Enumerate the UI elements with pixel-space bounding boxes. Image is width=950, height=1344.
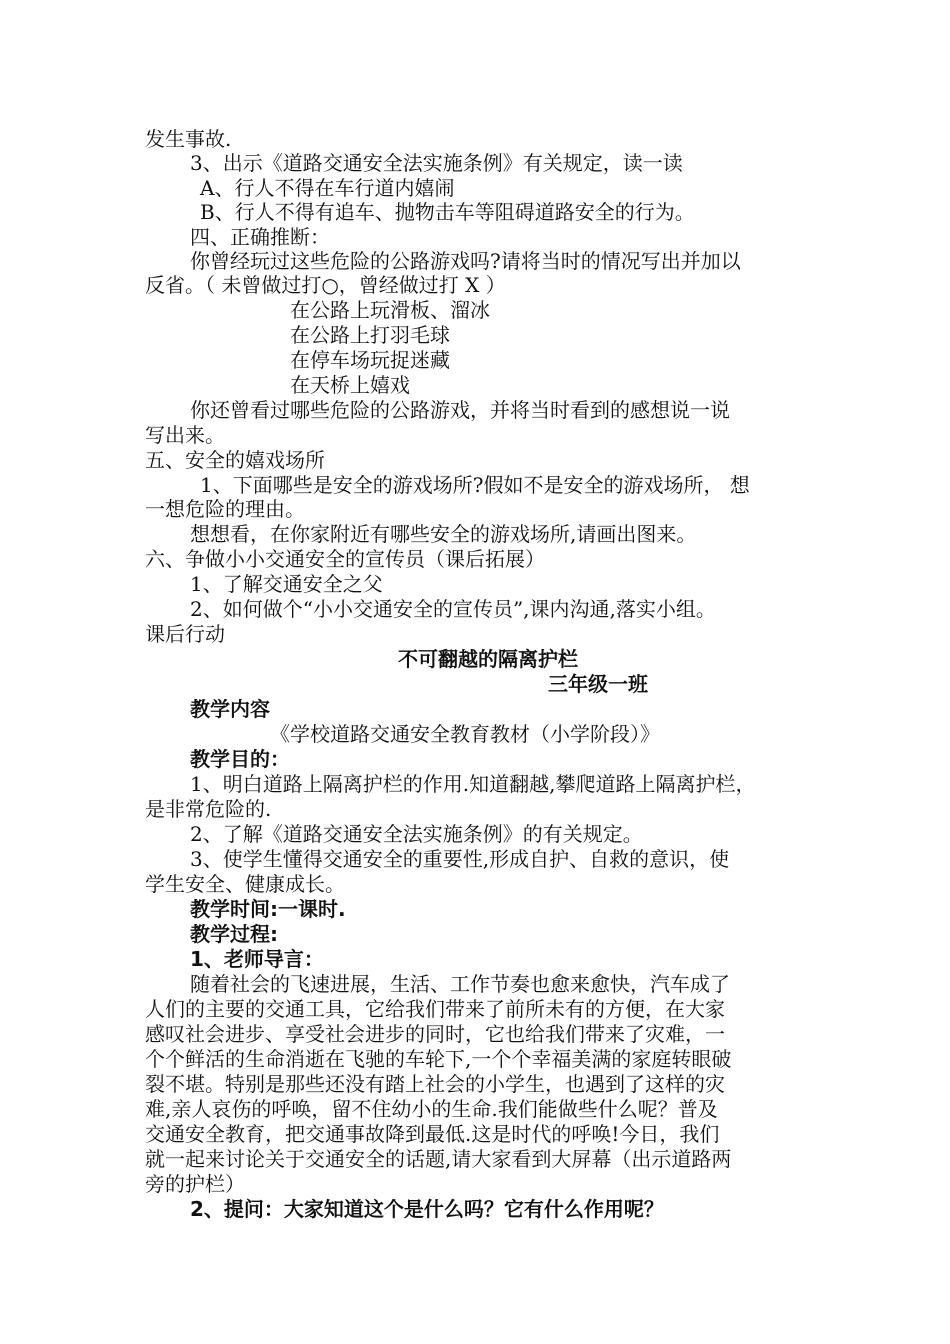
goals-label: 教学目的： — [190, 747, 290, 771]
section-heading: 四、正确推断： — [190, 225, 330, 249]
text-line: B、行人不得有追车、抛物击车等阻碍道路安全的行为。 — [200, 200, 695, 224]
text-line: 2、如何做个“小小交通安全的宣传员”,课内沟通,落实小组。 — [190, 597, 716, 621]
text-line: 想想看，在你家附近有哪些安全的游戏场所,请画出图来。 — [190, 522, 697, 546]
text-line: 交通安全教育，把交通事故降到最低.这是时代的呼唤!今日，我们 — [145, 1122, 720, 1146]
text-line: 是非常危险的. — [145, 797, 272, 821]
text-line: 3、出示《道路交通安全法实施条例》有关规定，读一读 — [190, 151, 683, 175]
lesson-title: 不可翻越的隔离护栏 — [398, 647, 578, 671]
text-line: 发生事故. — [145, 127, 232, 151]
text-line: 1、明白道路上隔离护栏的作用.知道翻越,攀爬道路上隔离护栏， — [190, 772, 756, 796]
text-line: 难,亲人哀伤的呼唤，留不住幼小的生命.我们能做些什么呢？普及 — [145, 1097, 718, 1121]
text-line: 就一起来讨论关于交通安全的话题,请大家看到大屏幕（出示道路两 — [145, 1147, 732, 1171]
text-line: 《学校道路交通安全教育教材（小学阶段）》 — [270, 722, 660, 746]
section-heading: 五、安全的嬉戏场所 — [145, 448, 325, 472]
text-line: 随着社会的飞速进展，生活、工作节奏也愈来愈快，汽车成了 — [190, 972, 730, 996]
text-line: 课后行动 — [145, 622, 225, 646]
text-line: 旁的护栏） — [145, 1172, 245, 1196]
content-label: 教学内容 — [190, 697, 270, 721]
text-line: 一想危险的理由。 — [145, 497, 305, 521]
section-heading: 六、争做小小交通安全的宣传员（课后拓展） — [145, 547, 545, 571]
list-item: 在公路上玩滑板、溜冰 — [290, 298, 490, 322]
text-line: 裂不堪。特别是那些还没有踏上社会的小学生，也遇到了这样的灾 — [145, 1072, 725, 1096]
text-line: A、行人不得在车行道内嬉闹 — [200, 176, 455, 200]
text-line: 1、下面哪些是安全的游戏场所?假如不是安全的游戏场所， 想 — [200, 473, 750, 497]
text-line: 学生安全、健康成长。 — [145, 872, 345, 896]
list-item: 在天桥上嬉戏 — [290, 373, 410, 397]
text-line: 你曾经玩过这些危险的公路游戏吗?请将当时的情况写出并加以 — [190, 249, 741, 273]
text-line: 1、了解交通安全之父 — [190, 572, 383, 596]
text-line: 反省。（ 未曾做过打○，曾经做过打 X ） — [145, 273, 506, 297]
text-line: 写出来。 — [145, 423, 225, 447]
text-line: 感叹社会进步、享受社会进步的同时，它也给我们带来了灾难，一 — [145, 1022, 725, 1046]
class-name: 三年级一班 — [548, 672, 648, 696]
text-line: 你还曾看过哪些危险的公路游戏，并将当时看到的感想说一说 — [190, 398, 730, 422]
text-line: 人们的主要的交通工具，它给我们带来了前所未有的方便，在大家 — [145, 997, 725, 1021]
text-line: 个个鲜活的生命消逝在飞驰的车轮下,一个个幸福美满的家庭转眼破 — [145, 1047, 732, 1071]
question-label: 2、提问：大家知道这个是什么吗？它有什么作用呢？ — [190, 1197, 664, 1221]
text-line: 2、了解《道路交通安全法实施条例》的有关规定。 — [190, 822, 643, 846]
intro-label: 1、老师导言： — [190, 947, 324, 971]
list-item: 在公路上打羽毛球 — [290, 323, 450, 347]
text-line: 3、使学生懂得交通安全的重要性,形成自护、自救的意识，使 — [190, 847, 730, 871]
time-label: 教学时间:一课时. — [190, 897, 346, 921]
list-item: 在停车场玩捉迷藏 — [290, 348, 450, 372]
process-label: 教学过程: — [190, 922, 278, 946]
